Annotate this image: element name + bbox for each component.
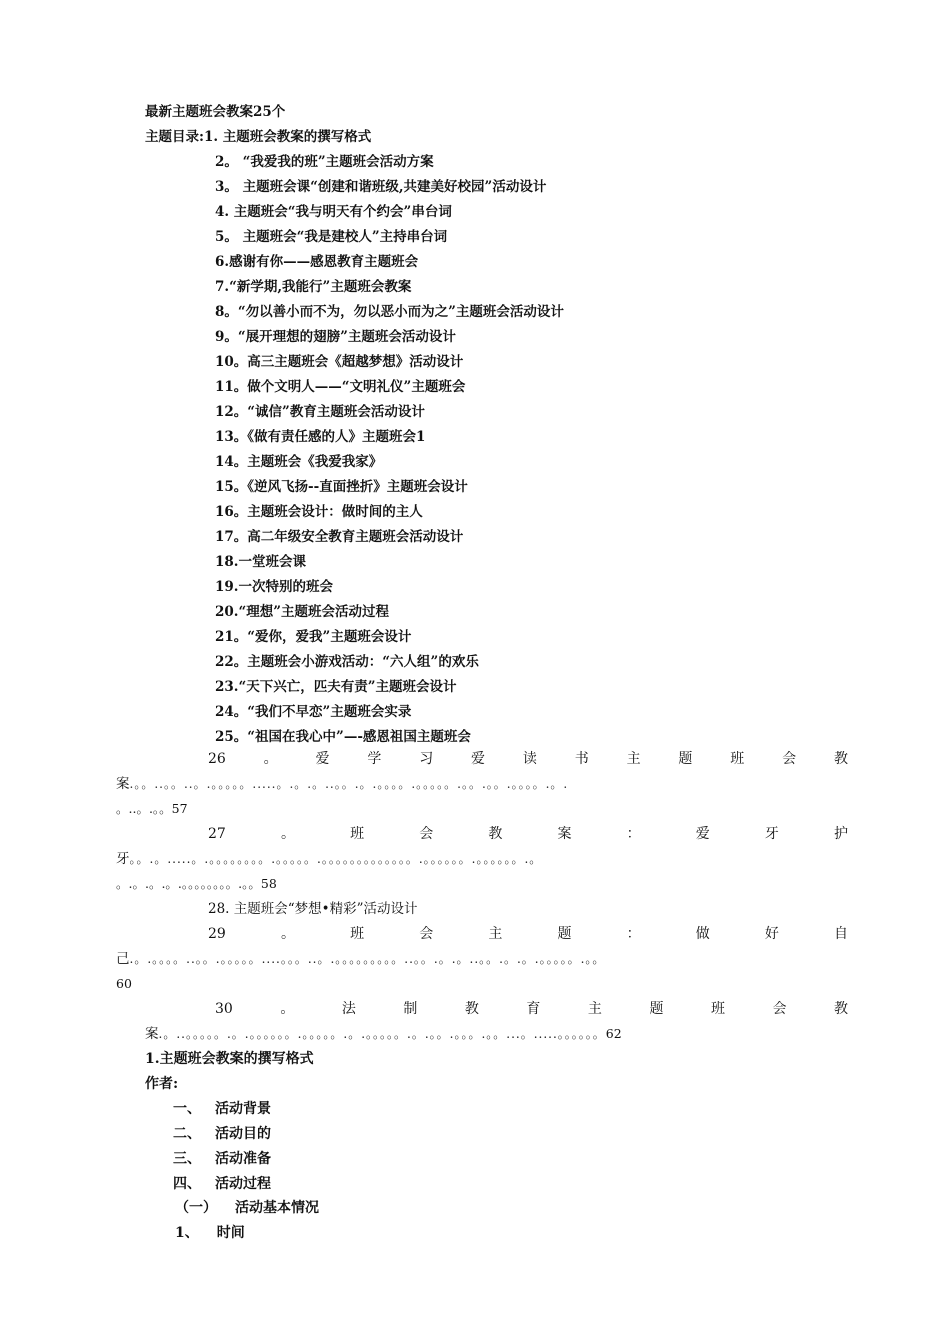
toc-entry-char: 制 xyxy=(403,1001,418,1017)
toc-item: 2。 “我爱我的班”主题班会活动方案 xyxy=(215,154,434,170)
toc-entry-char: 主 xyxy=(626,751,641,767)
toc-entry-char: 主 xyxy=(488,926,503,942)
toc-item: 10。高三主题班会《超越梦想》活动设计 xyxy=(215,354,464,370)
leader-dots: .。..。。。。。.。.。。。。。。.。。。。。.。.。。。。。.。.。。.。。。.。。...。.....。。。。。。 xyxy=(158,1027,606,1041)
outline-number: 二、 xyxy=(173,1126,201,1142)
toc-entry-char: 爱 xyxy=(315,751,330,767)
leader-dots: 。..。.。。 xyxy=(116,801,172,816)
toc-entry-29-dots-line xyxy=(116,950,851,968)
toc-entry-char: 会 xyxy=(772,1001,787,1017)
page-number: 60 xyxy=(116,976,132,991)
toc-entry-char: 法 xyxy=(341,1001,356,1017)
toc-label: 主题目录: xyxy=(145,129,204,145)
outline-item xyxy=(173,1100,271,1118)
toc-entry-char: 班 xyxy=(730,751,745,767)
toc-entry-char: 会 xyxy=(419,926,434,942)
outline-number: 四、 xyxy=(173,1176,201,1192)
toc-entry-char: 29 xyxy=(208,926,226,942)
toc-item: 12。“诚信”教育主题班会活动设计 xyxy=(215,404,425,420)
toc-entry-26-dots-line xyxy=(116,775,851,793)
outline-text: 活动过程 xyxy=(215,1176,271,1192)
toc-entry-char: 做 xyxy=(695,926,710,942)
toc-item: 6.感谢有你——感恩教育主题班会 xyxy=(215,254,419,270)
toc-item: 24。“我们不早恋”主题班会实录 xyxy=(215,704,412,720)
toc-entry-char: 教 xyxy=(464,1001,479,1017)
toc-entry-char: 自 xyxy=(833,926,848,942)
toc-entry-char: 27 xyxy=(208,826,226,842)
toc-entry-char: 。 xyxy=(280,926,295,942)
toc-item: 17。高二年级安全教育主题班会活动设计 xyxy=(215,529,464,545)
toc-item: 7.“新学期,我能行”主题班会教案 xyxy=(215,279,412,295)
toc-entry-30-dots-line xyxy=(145,1025,851,1043)
toc-entry-27-page-line xyxy=(116,875,277,893)
toc-entry-char: 案 xyxy=(557,826,572,842)
toc-item: 18.一堂班会课 xyxy=(215,554,306,570)
toc-entry-26-tail: 案 xyxy=(116,776,130,792)
toc-item: 23.“天下兴亡，匹夫有责”主题班会设计 xyxy=(215,679,457,695)
outline-text: 活动目的 xyxy=(215,1126,271,1142)
toc-item: 25。“祖国在我心中”—-感恩祖国主题班会 xyxy=(215,729,471,745)
toc-entry-char: 30 xyxy=(215,1001,233,1017)
section-title: 1.主题班会教案的撰写格式 xyxy=(145,1051,314,1067)
toc-item: 15。《逆风飞扬--直面挫折》主题班会设计 xyxy=(215,479,468,495)
leader-dots: .。.。。。。..。。.。。。。。....。。。..。.。。。。。。。。。..。。.。.。..。。.。.。.。。。。。.。。 xyxy=(129,952,606,966)
toc-entry-27-tail: 牙 xyxy=(116,851,130,867)
toc-entry-char: 护 xyxy=(833,826,848,842)
toc-item: 5。 主题班会“我是建校人”主持串台词 xyxy=(215,229,448,245)
author-label: 作者: xyxy=(145,1076,179,1092)
subsection-2 xyxy=(175,1224,245,1242)
toc-entry-char: 好 xyxy=(764,926,779,942)
toc-entry-char: 。 xyxy=(280,1001,295,1017)
toc-item: 19.一次特别的班会 xyxy=(215,579,333,595)
toc-entry-char: 育 xyxy=(526,1001,541,1017)
toc-entry-char: 会 xyxy=(782,751,797,767)
toc-item: 16。主题班会设计：做时间的主人 xyxy=(215,504,423,520)
toc-entry-char: 牙 xyxy=(764,826,779,842)
outline-item xyxy=(173,1175,271,1193)
toc-entry-char: 读 xyxy=(522,751,537,767)
toc-item: 9。“展开理想的翅膀”主题班会活动设计 xyxy=(215,329,456,345)
toc-entry-char: 。 xyxy=(280,826,295,842)
toc-entry-char: 班 xyxy=(710,1001,725,1017)
toc-entry-char: 26 xyxy=(208,751,226,767)
toc-item: 13。《做有责任感的人》主题班会1 xyxy=(215,429,426,445)
toc-entry-char: 书 xyxy=(574,751,589,767)
toc-entry-char: 教 xyxy=(833,751,848,767)
outline-text: 活动背景 xyxy=(215,1101,271,1117)
toc-entry-28: 28. 主题班会“梦想•精彩”活动设计 xyxy=(208,901,418,917)
toc-entry-char: ： xyxy=(626,926,641,942)
toc-item: 11。做个文明人——“文明礼仪”主题班会 xyxy=(215,379,466,395)
toc-entry-char: 学 xyxy=(367,751,382,767)
toc-item: 21。“爱你，爱我”主题班会设计 xyxy=(215,629,412,645)
toc-item: 4. 主题班会“我与明天有个约会”串台词 xyxy=(215,204,452,220)
subsection-number: （一） xyxy=(175,1200,217,1216)
toc-item-1: 1. 主题班会教案的撰写格式 xyxy=(203,129,372,145)
toc-entry-26-page-line xyxy=(116,800,188,818)
toc-entry-char: 会 xyxy=(419,826,434,842)
toc-item: 20.“理想”主题班会活动过程 xyxy=(215,604,390,620)
toc-entry-char: 教 xyxy=(833,1001,848,1017)
toc-entry-26 xyxy=(208,750,848,768)
leader-dots: 。.。.。.。.。。。。。。。。.。。 xyxy=(116,876,261,891)
outline-number: 一、 xyxy=(173,1101,201,1117)
toc-item: 3。 主题班会课“创建和谐班级,共建美好校园”活动设计 xyxy=(215,179,547,195)
toc-entry-char: 。 xyxy=(263,751,278,767)
subsection-number: 1、 xyxy=(175,1225,199,1241)
outline-number: 三、 xyxy=(173,1151,201,1167)
page-number: 57 xyxy=(171,801,188,816)
toc-entry-30-tail: 案 xyxy=(145,1026,159,1042)
subsection-text: 时间 xyxy=(216,1225,245,1241)
toc-entry-29 xyxy=(208,925,848,943)
toc-item: 8。“勿以善小而不为，勿以恶小而为之”主题班会活动设计 xyxy=(215,304,564,320)
toc-item: 22。主题班会小游戏活动：“六人组”的欢乐 xyxy=(215,654,479,670)
outline-item xyxy=(173,1150,271,1168)
toc-entry-char: 爱 xyxy=(695,826,710,842)
toc-entry-char: 题 xyxy=(649,1001,664,1017)
document-title: 最新主题班会教案25个 xyxy=(145,104,286,120)
toc-heading xyxy=(145,128,371,146)
toc-entry-char: 班 xyxy=(350,926,365,942)
toc-entry-char: 爱 xyxy=(471,751,486,767)
toc-entry-char: ： xyxy=(626,826,641,842)
toc-entry-30 xyxy=(215,1000,848,1018)
outline-text: 活动准备 xyxy=(215,1151,271,1167)
subsection-text: 活动基本情况 xyxy=(235,1200,319,1216)
page-number: 58 xyxy=(260,876,277,891)
outline-item xyxy=(173,1125,271,1143)
leader-dots: .。。..。。..。.。。。。。.....。.。.。..。。.。.。。。。.。。。。。.。。.。。.。。。。.。. xyxy=(129,777,569,791)
toc-entry-char: 班 xyxy=(350,826,365,842)
toc-entry-27 xyxy=(208,825,848,843)
toc-entry-27-dots-line xyxy=(116,850,851,868)
toc-item: 14。主题班会《我爱我家》 xyxy=(215,454,383,470)
subsection-1 xyxy=(175,1199,319,1217)
toc-entry-char: 主 xyxy=(587,1001,602,1017)
toc-entry-29-tail: 己 xyxy=(116,951,130,967)
leader-dots: 。。.。.....。.。。。。。。。。.。。。。。.。。。。。。。。。。。。。.。。。。。。.。。。。。。.。 xyxy=(129,852,543,866)
toc-entry-char: 题 xyxy=(557,926,572,942)
toc-entry-char: 教 xyxy=(488,826,503,842)
toc-entry-char: 习 xyxy=(419,751,434,767)
page-number: 62 xyxy=(605,1026,622,1041)
toc-entry-char: 题 xyxy=(678,751,693,767)
